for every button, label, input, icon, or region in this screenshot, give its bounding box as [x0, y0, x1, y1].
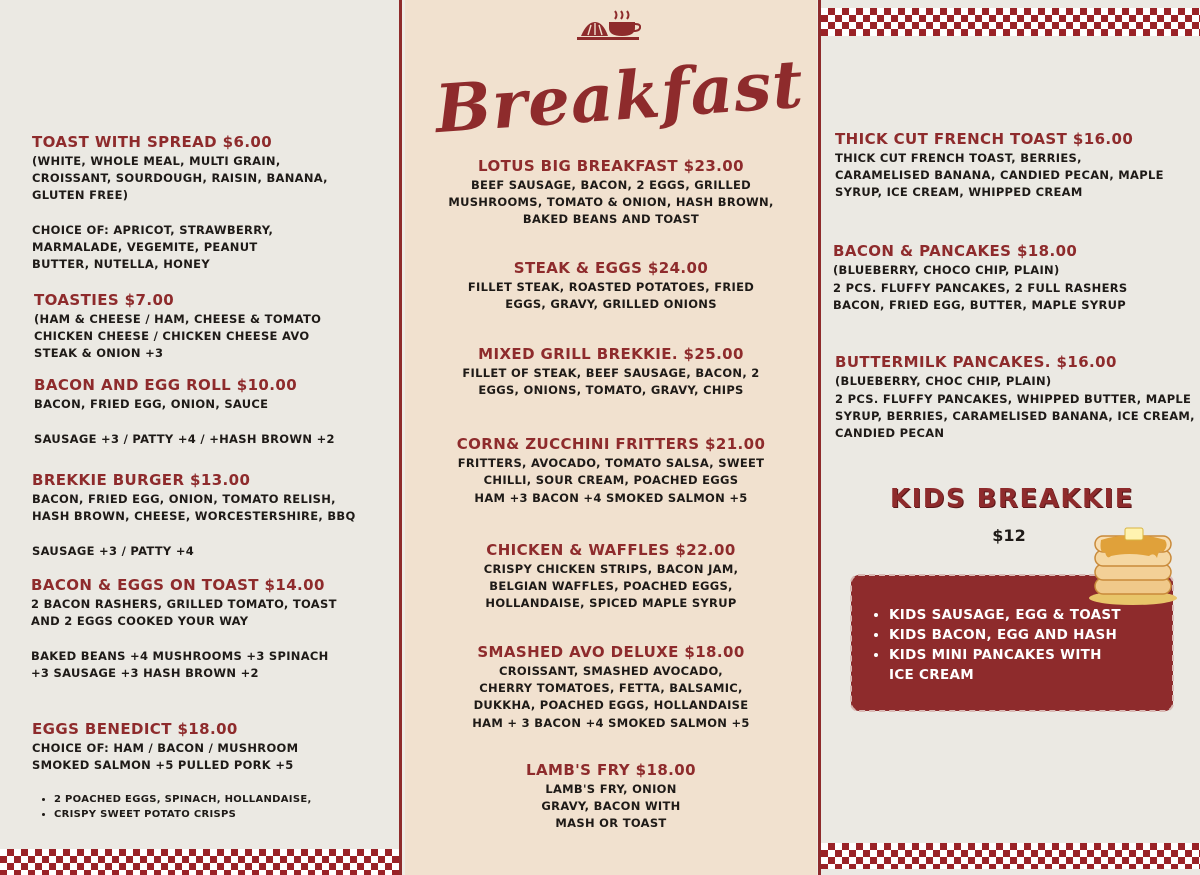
- kids-menu-item: • KIDS BACON, EGG AND HASH: [889, 625, 1159, 645]
- menu-item-desc: LAMB'S FRY, ONION GRAVY, BACON WITH MASH OR TOAST: [541, 782, 681, 830]
- menu-item-extra: CHOICE OF: APRICOT, STRAWBERRY, MARMALADE, VEGEMITE, PEANUT BUTTER, NUTELLA, HONEY: [32, 223, 274, 271]
- menu-item-title: BUTTERMILK PANCAKES. $16.00: [835, 353, 1117, 371]
- menu-title: Breakfast: [432, 44, 807, 149]
- menu-item-desc: BACON, FRIED EGG, ONION, TOMATO RELISH, HASH BROWN, CHEESE, WORCESTERSHIRE, BBQ: [32, 492, 356, 523]
- menu-item-desc: 2 BACON RASHERS, GRILLED TOMATO, TOAST AND 2 EGGS COOKED YOUR WAY: [31, 597, 337, 628]
- kids-menu-item: • KIDS MINI PANCAKES WITH ICE CREAM: [889, 645, 1159, 685]
- menu-item-title: BACON & EGGS ON TOAST $14.00: [31, 576, 325, 594]
- menu-item-desc: FILLET OF STEAK, BEEF SAUSAGE, BACON, 2 EGGS, ONIONS, TOMATO, GRAVY, CHIPS: [462, 366, 760, 397]
- menu-item-title: BACON AND EGG ROLL $10.00: [34, 376, 298, 394]
- menu-item-desc: (HAM & CHEESE / HAM, CHEESE & TOMATO CHICKEN CHEESE / CHICKEN CHEESE AVO STEAK & ONION +3: [34, 312, 322, 360]
- menu-item-desc: CRISPY CHICKEN STRIPS, BACON JAM, BELGIAN WAFFLES, POACHED EGGS, HOLLANDAISE, SPICED MAPLE SYRUP: [483, 562, 739, 610]
- menu-item-lambs-fry: [415, 760, 807, 832]
- menu-item-title: SMASHED AVO DELUXE $18.00: [477, 643, 745, 661]
- menu-item-desc: (BLUEBERRY, CHOCO CHIP, PLAIN): [833, 263, 1060, 277]
- menu-item-title: CORN& ZUCCHINI FRITTERS $21.00: [456, 435, 766, 453]
- menu-item-extra: 2 PCS. FLUFFY PANCAKES, 2 FULL RASHERS BACON, FRIED EGG, BUTTER, MAPLE SYRUP: [833, 281, 1128, 312]
- menu-item-extra: SAUSAGE +3 / PATTY +4 / +HASH BROWN +2: [34, 432, 335, 446]
- menu-item-buttermilk-pancakes: [835, 352, 1200, 442]
- menu-item-extra: HAM +3 BACON +4 SMOKED SALMON +5: [474, 491, 748, 505]
- checker-border-bottom-left: [0, 849, 399, 875]
- menu-item-title: BREKKIE BURGER $13.00: [32, 471, 251, 489]
- menu-item-title: TOASTIES $7.00: [34, 291, 175, 309]
- bullet-item: • 2 POACHED EGGS, SPINACH, HOLLANDAISE,: [54, 792, 392, 807]
- menu-item-title: STEAK & EGGS $24.00: [513, 259, 709, 277]
- menu-item-thick-cut-french-toast: [835, 129, 1200, 201]
- menu-item-title: THICK CUT FRENCH TOAST $16.00: [835, 130, 1134, 148]
- menu-item-desc: FRITTERS, AVOCADO, TOMATO SALSA, SWEET CHILLI, SOUR CREAM, POACHED EGGS: [457, 456, 765, 487]
- menu-item-bullets: [32, 792, 392, 822]
- menu-item-desc: (BLUEBERRY, CHOC CHIP, PLAIN): [835, 374, 1052, 388]
- menu-item-bacon-pancakes: [833, 241, 1198, 314]
- menu-item-title: MIXED GRILL BREKKIE. $25.00: [478, 345, 744, 363]
- right-menu-panel: [818, 0, 1200, 875]
- kids-menu-item: • KIDS SAUSAGE, EGG & TOAST: [889, 605, 1159, 625]
- checker-border-top-right: [821, 8, 1200, 36]
- menu-item-smashed-avo-deluxe: [415, 642, 807, 732]
- menu-item-extra: HAM + 3 BACON +4 SMOKED SALMON +5: [472, 716, 750, 730]
- menu-item-title: EGGS BENEDICT $18.00: [32, 720, 238, 738]
- menu-item-desc: FILLET STEAK, ROASTED POTATOES, FRIED EGGS, GRAVY, GRILLED ONIONS: [467, 280, 755, 311]
- kids-section-title: KIDS BREAKKIE: [889, 484, 1135, 514]
- kids-price: $12: [992, 526, 1026, 545]
- checker-border-bottom-right: [821, 843, 1200, 869]
- menu-item-steak-eggs: [415, 258, 807, 313]
- menu-item-desc: BEEF SAUSAGE, BACON, 2 EGGS, GRILLED MUSHROOMS, TOMATO & ONION, HASH BROWN, BAKED BEANS AND TOAST: [448, 178, 774, 226]
- menu-item-eggs-benedict: [32, 719, 392, 822]
- menu-item-title: TOAST WITH SPREAD $6.00: [32, 133, 273, 151]
- menu-item-chicken-waffles: [415, 540, 807, 612]
- pancake-stack-icon: [1087, 520, 1179, 606]
- bullet-item: • CRISPY SWEET POTATO CRISPS: [54, 807, 392, 822]
- menu-item-desc: THICK CUT FRENCH TOAST, BERRIES, CARAMELISED BANANA, CANDIED PECAN, MAPLE SYRUP, ICE CREAM, WHIPPED CREAM: [835, 151, 1164, 199]
- menu-item-bacon-eggs-on-toast: [31, 575, 391, 682]
- menu-item-desc: BACON, FRIED EGG, ONION, SAUCE: [34, 397, 269, 411]
- menu-item-desc: CHOICE OF: HAM / BACON / MUSHROOM SMOKED SALMON +5 PULLED PORK +5: [32, 741, 299, 772]
- menu-item-bacon-egg-roll: [34, 375, 394, 448]
- menu-item-desc: (WHITE, WHOLE MEAL, MULTI GRAIN, CROISSANT, SOURDOUGH, RAISIN, BANANA, GLUTEN FREE): [32, 154, 328, 202]
- menu-item-extra: BAKED BEANS +4 MUSHROOMS +3 SPINACH +3 SAUSAGE +3 HASH BROWN +2: [31, 649, 329, 680]
- menu-item-desc: CROISSANT, SMASHED AVOCADO, CHERRY TOMATOES, FETTA, BALSAMIC, DUKKHA, POACHED EGGS, HOLLANDAISE: [473, 664, 749, 712]
- menu-item-toasties: [34, 290, 394, 362]
- menu-item-title: LOTUS BIG BREAKFAST $23.00: [478, 157, 744, 175]
- menu-item-title: CHICKEN & WAFFLES $22.00: [486, 541, 736, 559]
- menu-item-extra: SAUSAGE +3 / PATTY +4: [32, 544, 195, 558]
- menu-item-lotus-big-breakfast: [415, 156, 807, 228]
- middle-menu-panel: [405, 0, 817, 875]
- menu-item-title: LAMB'S FRY $18.00: [526, 761, 696, 779]
- menu-item-extra: 2 PCS. FLUFFY PANCAKES, WHIPPED BUTTER, MAPLE SYRUP, BERRIES, CARAMELISED BANANA, ICE CREAM, CANDIED PECAN: [835, 392, 1195, 440]
- menu-item-mixed-grill-brekkie: [415, 344, 807, 399]
- coffee-cup-icon: [575, 8, 641, 42]
- menu-item-title: BACON & PANCAKES $18.00: [833, 242, 1078, 260]
- left-menu-panel: [0, 0, 402, 875]
- menu-item-toast-with-spread: [32, 132, 392, 273]
- croissant-icon: [581, 22, 608, 36]
- menu-item-corn-zucchini-fritters: [415, 434, 807, 507]
- menu-item-brekkie-burger: [32, 470, 392, 560]
- kids-menu-list: [889, 605, 1159, 685]
